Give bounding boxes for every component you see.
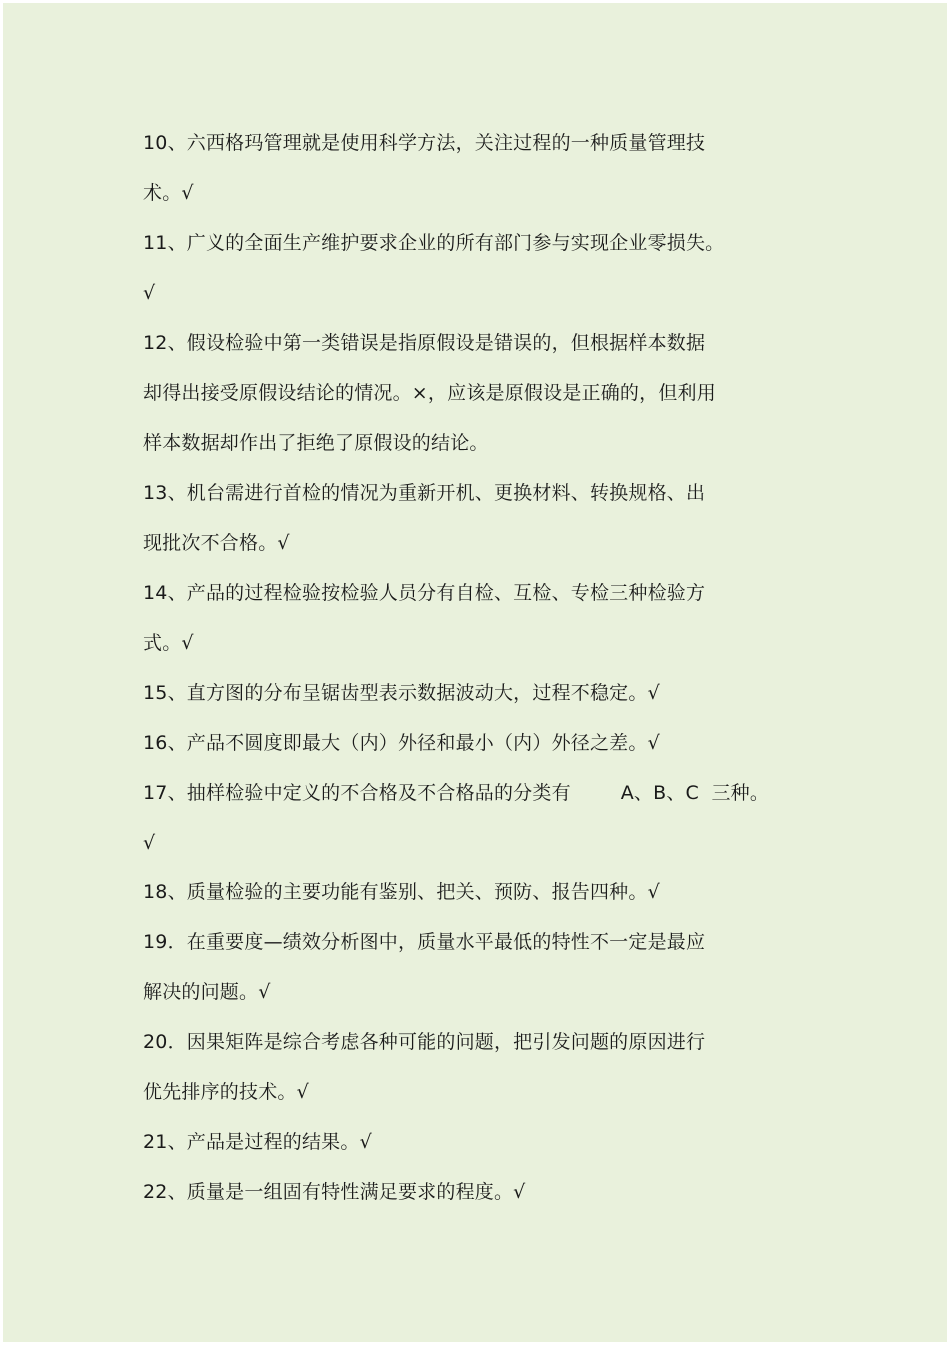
text-line: 20．因果矩阵是综合考虑各种可能的问题，把引发问题的原因进行 bbox=[143, 1031, 706, 1053]
text-line: 式。√ bbox=[143, 632, 194, 654]
text-line: 现批次不合格。√ bbox=[143, 532, 290, 554]
text-line: 21、产品是过程的结果。√ bbox=[143, 1131, 372, 1153]
text-line: 却得出接受原假设结论的情况。×，应该是原假设是正确的，但利用 bbox=[143, 382, 716, 404]
text-line: 解决的问题。√ bbox=[143, 981, 271, 1003]
text-line: 22、质量是一组固有特性满足要求的程度。√ bbox=[143, 1181, 526, 1203]
text-line: 15、直方图的分布呈锯齿型表示数据波动大，过程不稳定。√ bbox=[143, 682, 660, 704]
text-line: 术。√ bbox=[143, 182, 194, 204]
text-line: √ bbox=[143, 832, 156, 854]
text-line: 14、产品的过程检验按检验人员分有自检、互检、专检三种检验方 bbox=[143, 582, 706, 604]
text-line: 10、六西格玛管理就是使用科学方法，关注过程的一种质量管理技 bbox=[143, 132, 706, 154]
text-line: 12、假设检验中第一类错误是指原假设是错误的，但根据样本数据 bbox=[143, 332, 706, 354]
text-line: 18、质量检验的主要功能有鉴别、把关、预防、报告四种。√ bbox=[143, 881, 660, 903]
text-line: 11、广义的全面生产维护要求企业的所有部门参与实现企业零损失。 bbox=[143, 232, 725, 254]
text-line: 17、抽样检验中定义的不合格及不合格品的分类有 A、B、C 三种。 bbox=[143, 782, 770, 804]
text-line: 19．在重要度—绩效分析图中，质量水平最低的特性不一定是最应 bbox=[143, 931, 706, 953]
text-line: 16、产品不圆度即最大（内）外径和最小（内）外径之差。√ bbox=[143, 732, 660, 754]
text-line: 13、机台需进行首检的情况为重新开机、更换材料、转换规格、出 bbox=[143, 482, 706, 504]
text-line: 样本数据却作出了拒绝了原假设的结论。 bbox=[143, 432, 489, 454]
text-line: √ bbox=[143, 282, 156, 304]
text-line: 优先排序的技术。√ bbox=[143, 1081, 309, 1103]
